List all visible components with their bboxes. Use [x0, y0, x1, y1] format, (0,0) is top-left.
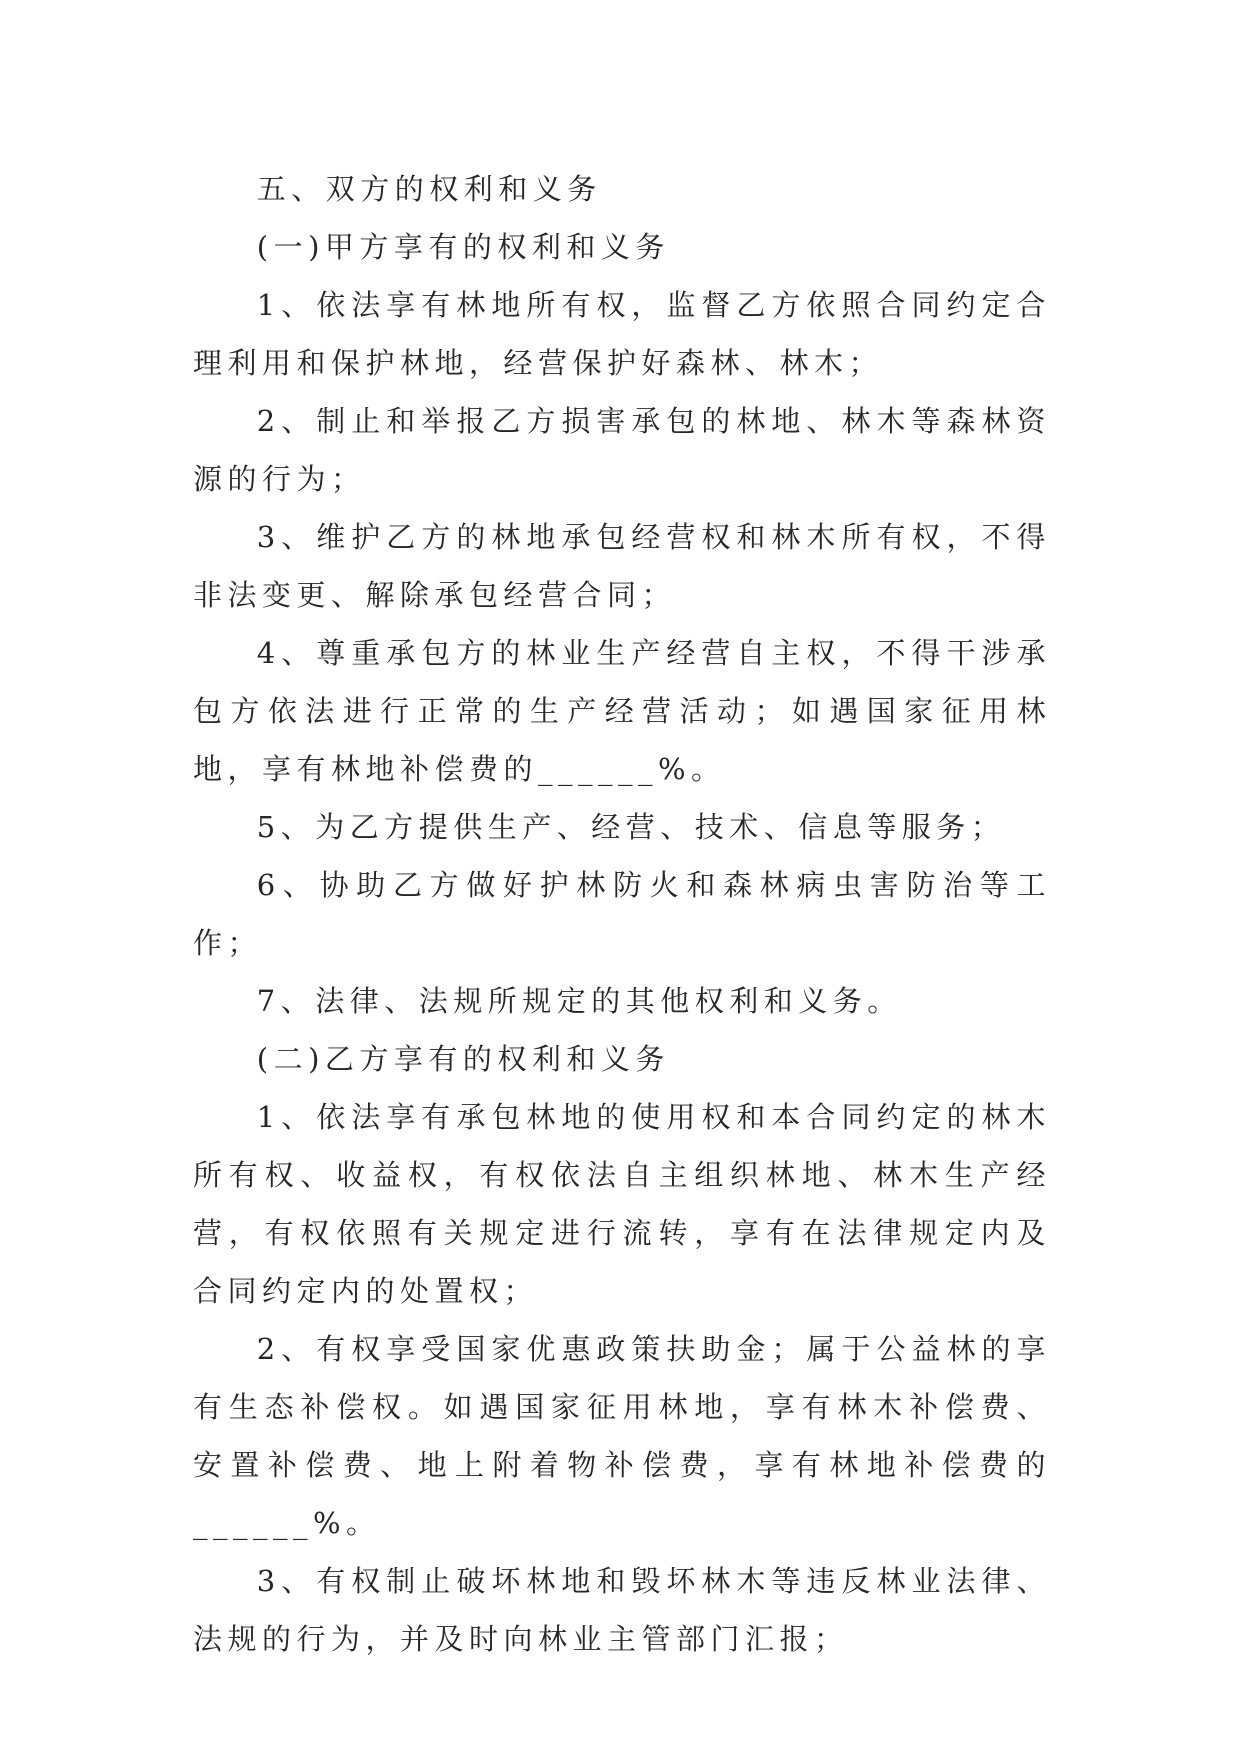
- subsection-heading-party-b: (二)乙方享有的权利和义务: [256, 1042, 670, 1076]
- document-body: [193, 160, 1051, 1668]
- party-a-clause-7: 7、法律、法规所规定的其他权利和义务。: [256, 984, 902, 1018]
- party-a-clause-6: 6、协助乙方做好护林防火和森林病虫害防治等工作；: [193, 868, 1051, 960]
- party-b-clause-3: 3、有权制止破坏林地和毁坏林木等违反林业法律、法规的行为，并及时向林业主管部门汇报；: [193, 1564, 1051, 1656]
- section-heading-rights-obligations: 五、双方的权利和义务: [256, 172, 602, 206]
- party-b-clause-2: 2、有权享受国家优惠政策扶助金；属于公益林的享有生态补偿权。如遇国家征用林地，享有林木补偿费、安置补偿费、地上附着物补偿费，享有林地补偿费的______%。: [193, 1332, 1051, 1540]
- party-b-clause-1: 1、依法享有承包林地的使用权和本合同约定的林木所有权、收益权，有权依法自主组织林地、林木生产经营，有权依照有关规定进行流转，享有在法律规定内及合同约定内的处置权；: [193, 1100, 1051, 1308]
- party-a-clause-5: 5、为乙方提供生产、经营、技术、信息等服务；: [256, 810, 1006, 844]
- party-a-clause-1: 1、依法享有林地所有权，监督乙方依照合同约定合理利用和保护林地，经营保护好森林、林木；: [193, 288, 1051, 380]
- subsection-heading-party-a: (一)甲方享有的权利和义务: [256, 230, 670, 264]
- party-a-clause-4: 4、尊重承包方的林业生产经营自主权，不得干涉承包方依法进行正常的生产经营活动；如遇国家征用林地，享有林地补偿费的______%。: [193, 636, 1051, 786]
- party-a-clause-3: 3、维护乙方的林地承包经营权和林木所有权，不得非法变更、解除承包经营合同；: [193, 520, 1051, 612]
- party-a-clause-2: 2、制止和举报乙方损害承包的林地、林木等森林资源的行为；: [193, 404, 1051, 496]
